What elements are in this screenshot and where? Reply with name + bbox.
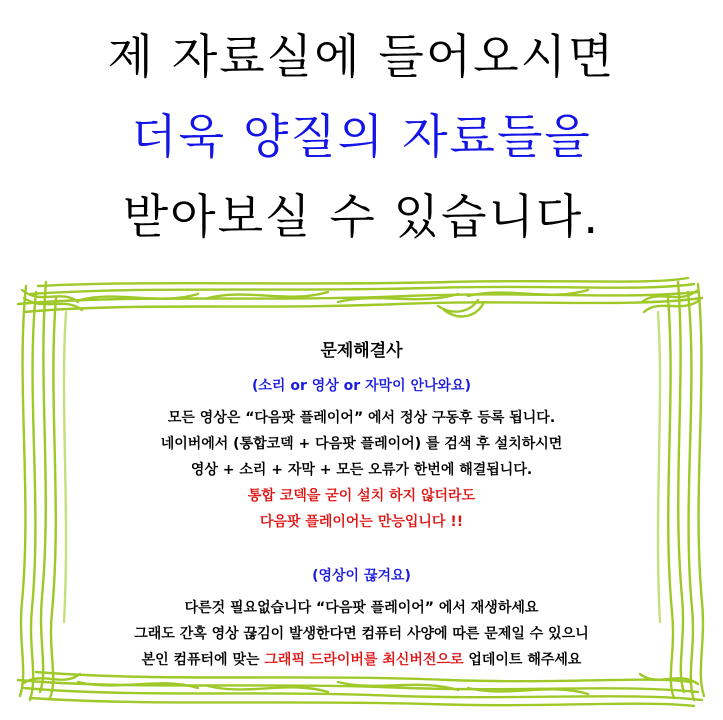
headline-line-2: 더욱 양질의 자료들을 [131,110,592,165]
section2-heading: (영상이 끊겨요) [312,568,411,584]
section-divider [40,535,683,565]
note-content [40,300,683,673]
section1-line-2: 네이버에서 (통합코덱 + 다음팟 플레이어) 를 검색 후 설치하시면 [160,436,563,452]
last-line-pre: 본인 컴퓨터에 맞는 [141,652,265,668]
last-line-highlight: 그래픽 드라이버를 최신버전으로 [264,652,464,668]
headline-line-3: 받아보실 수 있습니다. [122,190,601,245]
section1-heading: (소리 or 영상 or 자막이 안나와요) [252,378,471,394]
section2-line-1: 다른것 필요없습니다 “다음팟 플레이어” 에서 재생하세요 [184,600,539,616]
section1-line-3: 영상 + 소리 + 자막 + 모든 오류가 한번에 해결됩니다. [190,462,533,478]
section1-line-1: 모든 영상은 “다음팟 플레이어” 에서 정상 구동후 등록 됩니다. [167,410,556,426]
section1-red-line-1: 통합 코덱을 굳이 설치 하지 않더라도 [247,488,476,504]
section1-red-line-2: 다음팟 플레이어는 만능입니다 !! [259,514,464,530]
section2-last-line [40,647,683,673]
headline-block [0,18,723,258]
headline-line-1: 제 자료실에 들어오시면 [107,30,616,85]
last-line-post: 업데이트 해주세요 [463,652,582,668]
note-title: 문제해결사 [320,341,403,361]
section2-line-2: 그래도 간혹 영상 끊김이 발생한다면 컴퓨터 사양에 따른 문제일 수 있으니 [134,626,589,642]
